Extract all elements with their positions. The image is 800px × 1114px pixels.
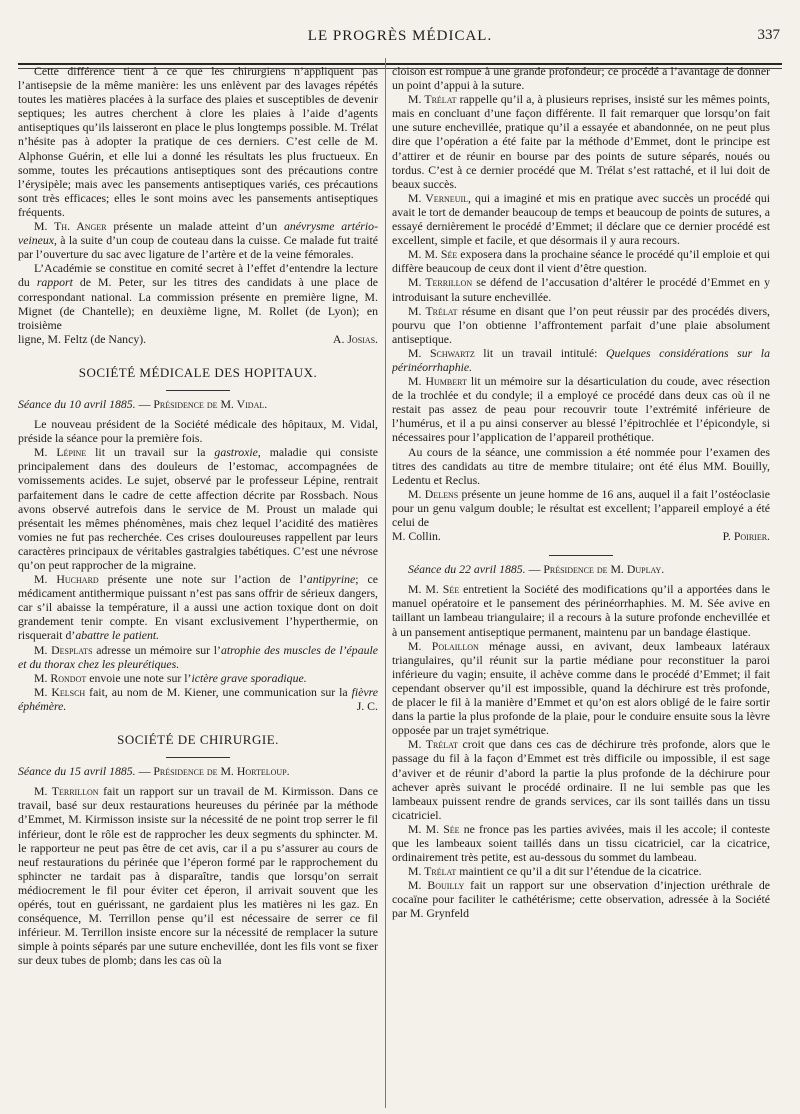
text: fait un rapport sur un travail de M. Kirmisson. Dans ce travail, basé sur deux restaurations heureuses du périnée par la méthode d’Emmet, M. Kirmisson insiste sur la nécessité de ne point trop serrer le fil inférieur, dont le rôle est de rapprocher les deux segments du sphincter. M. le rapporteur ne peut pas être de cet avis, car il a pu s’assurer au cours de neuf restaurations du périnée que l’éperon formé par le rapprochement du sphincter ne tardait pas à disparaître, tandis que lorsqu’on serrait médiocrement le fil pour éviter cet éperon, il arrivait souvent que les opérés, tout en guérissant, ne gardaient plus les matières ni les gaz. En conséquence, M. Terrillon pense qu’il est nécessaire de serrer ce fil inférieur. M. Terrillon insiste encore sur la nécessité de remplacer la suture simple à points séparés par une suture enchevillée, dont les fils vont se fixer sur deux tubes de plomb; dans les cas où la (18, 784, 378, 968)
presidence: — Présidence de M. Vidal. (135, 396, 268, 411)
text: rappelle qu’il a, à plusieurs reprises, insisté sur les mêmes points, mais en concluant d’une façon différente. Il fait remarquer que lorsqu’on fait une suture enchevillée, pratique qu’il a essayée et abandonnée, on ne peut plus dire que l’opération a été faite par la méthode d’Emmet, dont le principe est d’attirer et de réunir en bourse par des points de suture séparés, noués ou tordus. C’est à ce dernier procédé que M. Trélat s’est rattaché, et il lui doit de beaux succès. (392, 92, 770, 191)
text: M. Collin. (392, 529, 441, 544)
paragraph (392, 346, 770, 374)
text: envoie une note sur l’ (86, 670, 192, 685)
speaker-name: M. Verneuil (408, 190, 469, 205)
signature: P. Poirier. (722, 529, 770, 544)
paragraph (18, 219, 378, 261)
speaker-name: M. Terrillon (408, 275, 473, 290)
signature: J. C. (356, 698, 378, 713)
speaker-name: M. Huchard (34, 572, 99, 587)
text: , qui a imaginé et mis en pratique avec succès un procédé qui avait le tort de demander beaucoup de temps et beaucoup de points de sutures, a essayé dernièrement le procédé d’Emmet; il déclare que ce dernier procédé est excellent, simple et facile, et que désormais il y aura recours. (392, 190, 770, 248)
speaker-name: M. Rondot (34, 670, 87, 685)
signature: A. Josias. (332, 331, 378, 346)
text: se défend de l’accusation d’altérer le procédé d’Emmet en y introduisant la suture enchevillée. (392, 275, 770, 304)
paragraph (18, 445, 378, 572)
paragraph (392, 737, 770, 822)
text: ligne, M. Feltz (de Nancy). (18, 331, 147, 346)
paragraph (18, 685, 378, 713)
italic-text: abattre le patient. (75, 628, 160, 643)
section-rule (166, 757, 230, 758)
text: présente une note sur l’action de l’ (98, 572, 307, 587)
text: de M. Peter, sur les titres des candidats à une place de correspondant national. La commission présente en première ligne, M. Mignet (de Chantelle); en deuxième ligne, M. Rollet (de Lyon); en troisième (18, 275, 378, 332)
speaker-name: M. Humbert (408, 374, 467, 389)
speaker-name: M. Trélat (408, 737, 458, 752)
text: fait, au nom de M. Kiener, une communication sur la (85, 684, 352, 699)
paragraph (392, 191, 770, 247)
paragraph (18, 261, 378, 331)
paragraph (392, 487, 770, 529)
speaker-name: M. M. Sée (408, 582, 460, 597)
presidence: — Présidence de M. Horteloup. (135, 764, 290, 779)
paragraph (392, 247, 770, 275)
speaker-name: M. Th. Anger (34, 219, 107, 234)
italic-text: anévrysme artério-veineux (18, 219, 378, 248)
paragraph (18, 643, 378, 671)
seance-heading (392, 562, 770, 576)
italic-text: atrophie des muscles de l’épaule et du thorax chez les pleurétiques. (18, 642, 378, 671)
speaker-name: M. Trélat (408, 864, 457, 879)
text: ne fronce pas les parties avivées, mais il les accole; il conteste que les lambeaux soient taillés dans un tissu cicatriciel, car la cicatrice, ordinairement très petite, est au-dessous du sommet du lambeau. (392, 821, 770, 865)
running-title: LE PROGRÈS MÉDICAL. (307, 28, 493, 44)
italic-text: gastroxie (214, 445, 258, 460)
italic-text: fièvre éphémère. (18, 684, 378, 713)
column-divider (385, 58, 386, 1108)
text: lit un mémoire sur la désarticulation du coude, avec résection de la trochlée et du condyle; il a employé ce procédé dans deux cas où il ne restait pas assez de peau pour recouvrir toute l’extrémité inférieure de l’humérus, et il a pu ainsi conserver au blessé l’épitrochlée et l’épicondyle, si nécessaires pour l’application de l’appareil prothétique. (392, 374, 770, 445)
section-title: SOCIÉTÉ MÉDICALE DES HOPITAUX. (78, 364, 318, 380)
text: croit que dans ces cas de déchirure très profonde, alors que le passage du fil à la façon d’Emmet est très difficile ou impossible, il est sage d’aviver et de réunir d’abord la partie la plus profonde de la déchirure pour achever après suivant le procédé ordinaire. Il ne lui semble pas que les lambeaux puissent rendre de grands services, car ils sont taillés dans un tissu cicatriciel. (392, 737, 770, 822)
seance-heading (18, 764, 378, 778)
paragraph (18, 671, 378, 685)
text: présente un malade atteint d’un (106, 219, 284, 234)
speaker-name: M. Kelsch (34, 684, 86, 699)
paragraph: Le nouveau président de la Société médicale des hôpitaux, M. Vidal, préside la séance pour la première fois. (18, 417, 378, 446)
seance-heading (18, 397, 378, 411)
text: ; ce médicament antithermique puissant n’est pas sans offrir de sérieux dangers, car s’il abaisse la température, il a aussi une action toxique dont on doit grandement tenir compte. En visant exclusivement l’hyperthermie, on risquerait d’ (18, 572, 378, 643)
text: lit un travail intitulé: (474, 345, 607, 360)
paragraph (392, 864, 770, 878)
paragraph (392, 639, 770, 738)
seance-date: Séance du 22 avril 1885. (408, 562, 526, 577)
text: L’Académie se constitue en comité secret à l’effet d’entendre la lecture du (18, 261, 378, 290)
speaker-name: M. Bouilly (408, 878, 465, 893)
speaker-name: M. Schwartz (408, 345, 475, 360)
text: exposera dans la prochaine séance le procédé qu’il emploie et qui diffère beaucoup de ceux dont il vient d’être question. (392, 247, 770, 276)
paragraph (392, 822, 770, 864)
paragraph (18, 572, 378, 642)
signature-line (392, 529, 770, 543)
page-header (18, 20, 782, 46)
paragraph (392, 92, 770, 191)
paragraph: Cette différence tient à ce que les chirurgiens n’appliquent pas l’antisepsie de la même manière: les uns enlèvent par des lavages répétés toutes les matières placées à la surface des plaies et susceptibles de devenir septiques; les autres cherchent à clore les plaies à l’aide d’agents antiseptiques qu’ils laisseront en place le plus longtemps possible. M. Trélat n’hésite pas à adopter la pratique de ces derniers. C’est celle de M. Alphonse Guérin, et elle lui a donné les résultats les plus fructueux. En somme, toutes les précautions antiseptiques sont des précautions contre l’érysipèle; mais avec les pansements antiseptiques variés, ces précautions sont très efficaces; elles le sont moins avec les pansements antiseptiques fréquents. (18, 64, 378, 219)
text: lit un travail sur la (86, 445, 215, 460)
speaker-name: M. Terrillon (34, 784, 99, 799)
speaker-name: M. Delens (408, 486, 459, 501)
italic-text: antipyrine (306, 572, 356, 587)
signature-line (18, 332, 378, 346)
left-column (18, 64, 378, 1108)
speaker-name: M. M. Sée (408, 821, 460, 836)
speaker-name: M. Desplats (34, 642, 93, 657)
paragraph (18, 784, 378, 967)
section-rule (166, 390, 230, 391)
text: , à la suite d’un coup de couteau dans la cuisse. Ce malade fut traité par l’ouverture du sac avec ligature de l’artère et de la veine fémorales. (18, 233, 378, 262)
text: résume en disant que l’on peut réussir par des procédés divers, pourvu que l’on obtienne l’affrontement parfait d’une plaie absolument antiseptique. (392, 303, 770, 346)
seance-date: Séance du 15 avril 1885. (18, 764, 136, 779)
section-rule (549, 555, 613, 556)
presidence: — Présidence de M. Duplay. (525, 562, 665, 577)
page-number: 337 (757, 27, 780, 43)
speaker-name: M. Lépine (34, 445, 87, 460)
text: entretient la Société des modifications qu’il a apportées dans le manuel opératoire et le pansement des périnéorrhaphies. M. M. Sée avive en taillant un lambeau triangulaire; il a recours à la suture profonde enchevillée et à un pansement antiseptique permanent, maintenu par un bandage élastique. (392, 582, 770, 639)
paragraph (392, 275, 770, 303)
paragraph (392, 304, 770, 346)
speaker-name: M. M. Sée (408, 247, 458, 262)
text: présente un jeune homme de 16 ans, auquel il a fait l’ostéoclasie pour un genu valgum double; le résultat est excellent; l’appareil employé a été celui de (392, 486, 770, 529)
paragraph (392, 374, 770, 444)
italic-text: rapport (36, 275, 73, 290)
speaker-name: M. Trélat (408, 303, 458, 318)
text: ménage aussi, en avivant, deux lambeaux latéraux triangulaires, qu’il réunit sur la partie médiane pour reconstituer la paroi inférieure du vagin; ensuite, il achève comme dans le procédé d’Emmet; il fait cependant observer qu’il est impossible, quand la déchirure est très profonde, de placer le fil à la manière d’Emmet et qu’on est alors obligé de le faire sortir dans la partie la plus profonde de la plaie, pour le conduire ensuite sous la lèvre opposée par un trajet symétrique. (392, 638, 770, 738)
italic-text: Quelques considérations sur la périnéorrhaphie. (392, 345, 770, 374)
right-column (392, 64, 770, 1108)
text: , maladie qui consiste principalement dans des douleurs de l’estomac, accompagnées de vomissements acides. Le sujet, observé par le professeur Lépine, rentrait parfaitement dans le cadre de cette affection décrite par Rossbach. Nous avons observé autrefois dans le service de M. Proust un malade qui présentait les mêmes phénomènes, mais chez lequel l’acidité des matières vomies ne fut pas recherchée. Ces crises douloureuses rappellent par leurs caractères principaux de véritables gastralgies tabétiques. C’est une névrose qu’on peut rapprocher de la migraine. (18, 445, 378, 572)
text: adresse un mémoire sur l’ (92, 642, 221, 657)
text: maintient ce qu’il a dit sur l’étendue de la cicatrice. (456, 864, 702, 879)
paragraph: Au cours de la séance, une commission a été nommée pour l’examen des titres des candidats au titre de membre titulaire; ont été élus MM. Bouilly, Ledentu et Reclus. (392, 444, 770, 487)
paragraph: cloison est rompue à une grande profondeur; ce procédé a l’avantage de donner un point d’appui à la suture. (392, 64, 770, 93)
section-title: SOCIÉTÉ DE CHIRURGIE. (117, 732, 279, 748)
italic-text: ictère grave sporadique. (191, 670, 307, 685)
speaker-name: M. Trélat (408, 92, 457, 107)
text: fait un rapport sur une observation d’injection uréthrale de cocaïne pour faciliter le cathétérisme; cette observation, adressée à la Société par M. Grynfeld (392, 878, 770, 921)
paragraph (392, 582, 770, 638)
seance-date: Séance du 10 avril 1885. (18, 396, 136, 411)
speaker-name: M. Polaillon (408, 638, 479, 653)
paragraph (392, 878, 770, 920)
